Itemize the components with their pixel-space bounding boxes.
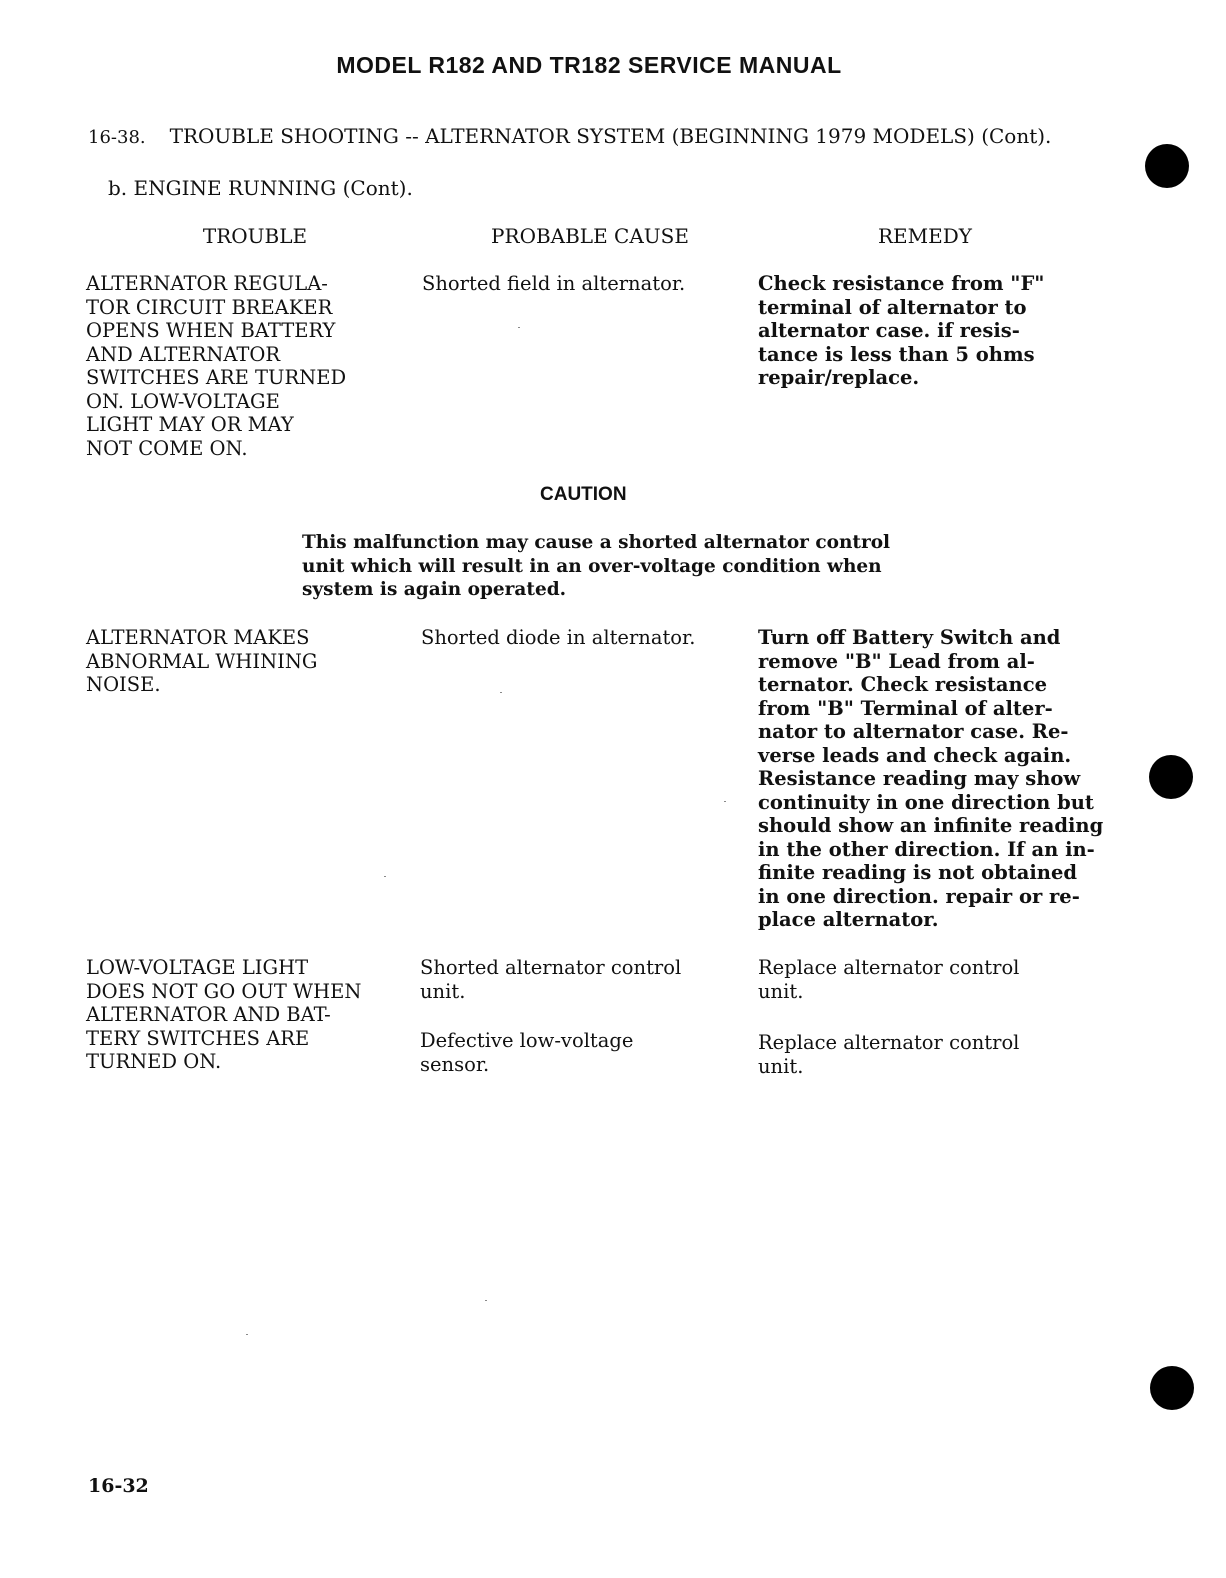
- page-header-title: MODEL R182 AND TR182 SERVICE MANUAL: [336, 52, 842, 78]
- row-2-trouble: ALTERNATOR MAKES ABNORMAL WHINING NOISE.: [86, 626, 318, 696]
- column-header-probable-cause: PROBABLE CAUSE: [491, 224, 689, 248]
- scan-speck: [485, 1300, 487, 1301]
- scan-speck: [500, 692, 502, 693]
- row-3-probable-cause-2: Defective low-voltage sensor.: [420, 1029, 634, 1076]
- caution-text: This malfunction may cause a shorted alternator control unit which will result in an over-voltage condition when system is again operated.: [302, 532, 891, 600]
- scan-speck: [384, 876, 386, 877]
- row-3-remedy-2: Replace alternator control unit.: [758, 1031, 1020, 1078]
- row-2-remedy: Turn off Battery Switch and remove "B" Lead from al- ternator. Check resistance from "B" Terminal of alter- nator to alternator case. Re- verse leads and check again. Resistance reading may show continuity in one direction but should show an infinite reading in the other direction. If an in- finite reading is not obtained in one direction. repair or re- place alternator.: [758, 626, 1104, 931]
- binder-hole-middle: [1149, 755, 1193, 799]
- binder-hole-bottom: [1150, 1366, 1194, 1410]
- column-header-remedy: REMEDY: [878, 224, 972, 248]
- row-3-trouble: LOW-VOLTAGE LIGHT DOES NOT GO OUT WHEN ALTERNATOR AND BAT- TERY SWITCHES ARE TURNED ON.: [86, 956, 362, 1073]
- caution-heading: CAUTION: [540, 484, 627, 505]
- row-1-probable-cause: Shorted field in alternator.: [422, 272, 686, 295]
- scan-speck: [518, 327, 520, 328]
- page-number: 16-32: [88, 1475, 149, 1497]
- subsection-heading: b. ENGINE RUNNING (Cont).: [108, 176, 413, 200]
- scan-speck: [246, 1334, 248, 1335]
- binder-hole-top: [1145, 144, 1189, 188]
- row-3-probable-cause-1: Shorted alternator control unit.: [420, 956, 682, 1003]
- row-1-trouble: ALTERNATOR REGULA- TOR CIRCUIT BREAKER OPENS WHEN BATTERY AND ALTERNATOR SWITCHES ARE TURNED ON. LOW-VOLTAGE LIGHT MAY OR MAY NOT COME ON.: [86, 272, 347, 460]
- row-1-remedy: Check resistance from "F" terminal of alternator to alternator case. if resis- tance is less than 5 ohms repair/replace.: [758, 272, 1045, 389]
- row-3-remedy-1: Replace alternator control unit.: [758, 956, 1020, 1003]
- scan-speck: [724, 801, 726, 802]
- section-heading: [88, 124, 1051, 148]
- section-title-text: TROUBLE SHOOTING -- ALTERNATOR SYSTEM (BEGINNING 1979 MODELS) (Cont).: [169, 124, 1052, 148]
- section-number: 16-38.: [88, 127, 146, 148]
- row-2-probable-cause: Shorted diode in alternator.: [421, 626, 696, 649]
- column-header-trouble: TROUBLE: [202, 224, 308, 248]
